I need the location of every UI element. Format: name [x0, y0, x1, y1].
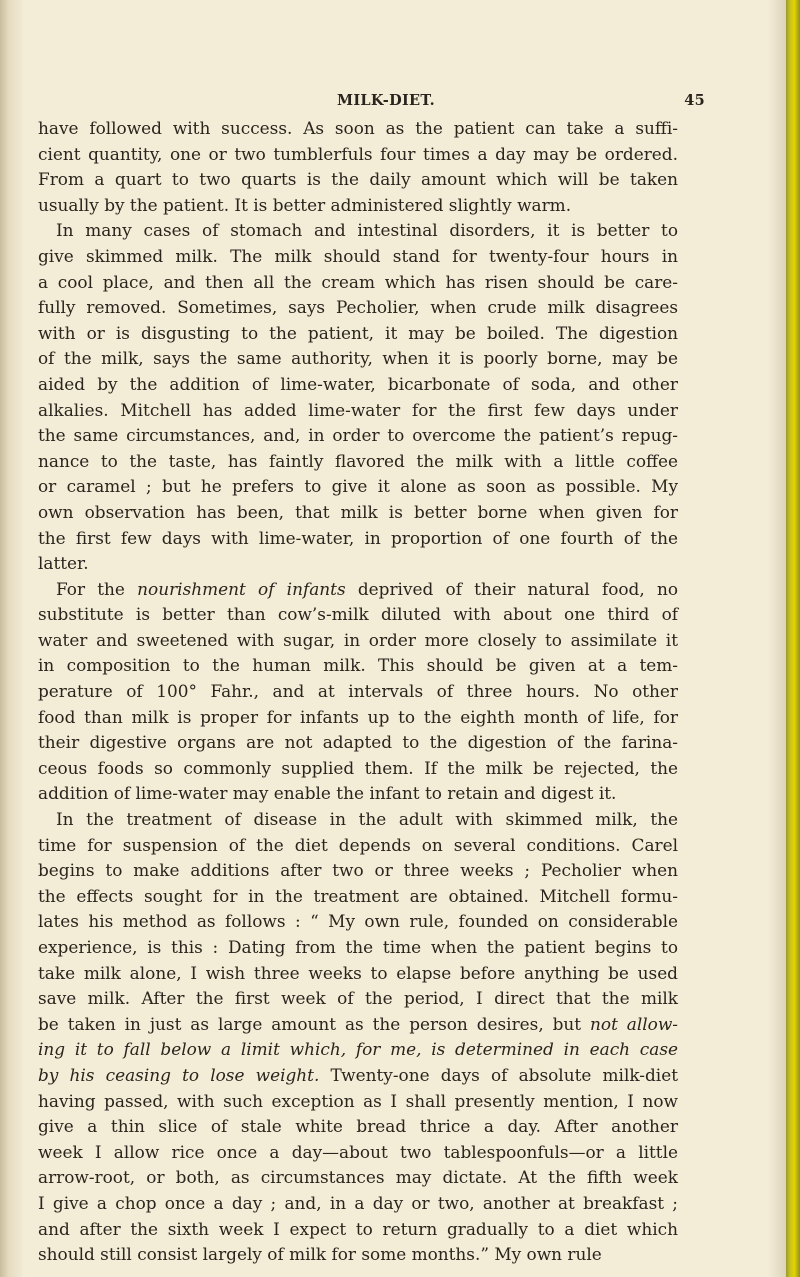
text-line: [38, 679, 678, 705]
page-binding-shadow: [0, 0, 22, 1277]
text-run: their digestive organs are not adapted to the digestion of the farina-: [38, 732, 678, 753]
text-line: [38, 705, 678, 731]
text-line: [38, 1217, 678, 1243]
text-run: water and sweetened with sugar, in order more closely to assimilate it: [38, 629, 678, 650]
text-line: [38, 244, 678, 270]
text-run: or caramel ; but he prefers to give it alone as soon as possible. My: [38, 476, 678, 497]
italic-phrase: by his ceasing to lose weight.: [38, 1064, 320, 1085]
text-run: give skimmed milk. The milk should stand for twenty-four hours in: [38, 245, 678, 266]
text-run: From a quart to two quarts is the daily amount which will be taken: [38, 169, 678, 190]
text-line: [38, 270, 678, 296]
text-line: [38, 474, 678, 500]
body-text: [38, 116, 678, 1268]
text-line: [38, 858, 678, 884]
text-line: [38, 1165, 678, 1191]
text-line: [38, 756, 678, 782]
text-run: in composition to the human milk. This should be given at a tem-: [38, 655, 678, 676]
text-run: begins to make additions after two or three weeks ; Pecholier when: [38, 860, 678, 881]
text-line: [38, 1012, 678, 1038]
text-run: week I allow rice once a day—about two tablespoonfuls—or a little: [38, 1141, 678, 1162]
text-run: the effects sought for in the treatment are obtained. Mitchell formu-: [38, 885, 678, 906]
italic-phrase: nourishment of infants: [137, 578, 346, 599]
text-run: should still consist largely of milk for some months.” My own rule: [38, 1244, 602, 1265]
text-line: [38, 909, 678, 935]
text-run: give a thin slice of stale white bread thrice a day. After another: [38, 1116, 678, 1137]
text-line: [38, 807, 678, 833]
text-run: I give a chop once a day ; and, in a day or two, another at breakfast ;: [38, 1192, 678, 1213]
text-run: nance to the taste, has faintly flavored the milk with a little coffee: [38, 450, 678, 471]
text-line: [38, 321, 678, 347]
text-run: food than milk is proper for infants up to the eighth month of life, for: [38, 706, 678, 727]
text-line: [38, 346, 678, 372]
text-line: [38, 1089, 678, 1115]
text-line: [38, 500, 678, 526]
text-line: [38, 423, 678, 449]
running-head: MILK-DIET.: [337, 92, 435, 109]
text-run: usually by the patient. It is better administered slightly warm.: [38, 194, 572, 215]
text-run: the first few days with lime-water, in proportion of one fourth of the: [38, 527, 678, 548]
page-number: 45: [684, 92, 705, 109]
text-line: [38, 653, 678, 679]
text-line: [38, 730, 678, 756]
text-line: [38, 628, 678, 654]
text-run: In many cases of stomach and intestinal disorders, it is better to: [56, 220, 678, 241]
text-line: [38, 602, 678, 628]
text-run: experience, is this : Dating from the time when the patient begins to: [38, 937, 678, 957]
text-line: [38, 116, 678, 142]
text-run: Twenty-one days of absolute milk-diet: [319, 1064, 678, 1085]
text-line: [38, 218, 678, 244]
text-run: time for suspension of the diet depends on several conditions. Carel: [38, 834, 678, 855]
text-line: [38, 986, 678, 1012]
text-run: alkalies. Mitchell has added lime-water for the first few days under: [38, 399, 678, 420]
text-run: deprived of their natural food, no: [345, 578, 678, 599]
text-run: the same circumstances, and, in order to overcome the patient’s repug-: [38, 425, 678, 446]
text-line: [38, 193, 678, 219]
text-run: save milk. After the first week of the period, I direct that the milk: [38, 988, 678, 1009]
text-run: aided by the addition of lime-water, bicarbonate of soda, and other: [38, 373, 678, 394]
text-run: be taken in just as large amount as the person desires, but: [38, 1013, 591, 1034]
text-run: a cool place, and then all the cream which has risen should be care-: [38, 271, 678, 292]
text-run: For the: [56, 578, 138, 599]
page-header: [28, 92, 783, 112]
text-run: own observation has been, that milk is better borne when given for: [38, 501, 678, 522]
text-line: [38, 833, 678, 859]
text-run: cient quantity, one or two tumblerfuls four times a day may be ordered.: [38, 143, 678, 164]
book-page: [28, 0, 783, 1277]
text-line: [38, 551, 678, 577]
text-line: [38, 1063, 678, 1089]
italic-phrase: ing it to fall below a limit which, for me, is determined in each case: [38, 1039, 678, 1060]
text-run: have followed with success. As soon as the patient can take a suffi-: [38, 118, 678, 138]
text-run: substitute is better than cow’s-milk diluted with about one third of: [38, 604, 678, 625]
text-line: [38, 1114, 678, 1140]
text-run: In the treatment of disease in the adult with skimmed milk, the: [56, 809, 678, 830]
text-line: [38, 961, 678, 987]
text-run: with or is disgusting to the patient, it may be boiled. The digestion: [38, 322, 678, 343]
text-run: ceous foods so commonly supplied them. If the milk be rejected, the: [38, 757, 678, 778]
text-line: [38, 398, 678, 424]
text-run: latter.: [38, 553, 89, 574]
text-run: addition of lime-water may enable the infant to retain and digest it.: [38, 783, 617, 804]
text-line: [38, 1037, 678, 1063]
text-run: and after the sixth week I expect to return gradually to a diet which: [38, 1218, 678, 1239]
text-run: lates his method as follows : “ My own rule, founded on considerable: [38, 911, 678, 932]
book-edge: [786, 0, 800, 1277]
text-line: [38, 142, 678, 168]
text-run: of the milk, says the same authority, when it is poorly borne, may be: [38, 348, 678, 369]
text-run: perature of 100° Fahr., and at intervals of three hours. No other: [38, 681, 678, 702]
text-line: [38, 781, 678, 807]
text-line: [38, 295, 678, 321]
text-line: [38, 577, 678, 603]
italic-phrase: not allow-: [590, 1013, 678, 1034]
text-line: [38, 884, 678, 910]
text-run: arrow-root, or both, as circumstances may dictate. At the fifth week: [38, 1167, 678, 1188]
text-line: [38, 167, 678, 193]
text-line: [38, 1191, 678, 1217]
text-line: [38, 526, 678, 552]
text-run: fully removed. Sometimes, says Pecholier, when crude milk disagrees: [38, 297, 678, 318]
text-run: having passed, with such exception as I shall presently mention, I now: [38, 1090, 678, 1111]
text-line: [38, 1242, 678, 1268]
text-line: [38, 935, 678, 961]
text-line: [38, 449, 678, 475]
text-run: take milk alone, I wish three weeks to elapse before anything be used: [38, 962, 678, 983]
text-line: [38, 372, 678, 398]
text-line: [38, 1140, 678, 1166]
